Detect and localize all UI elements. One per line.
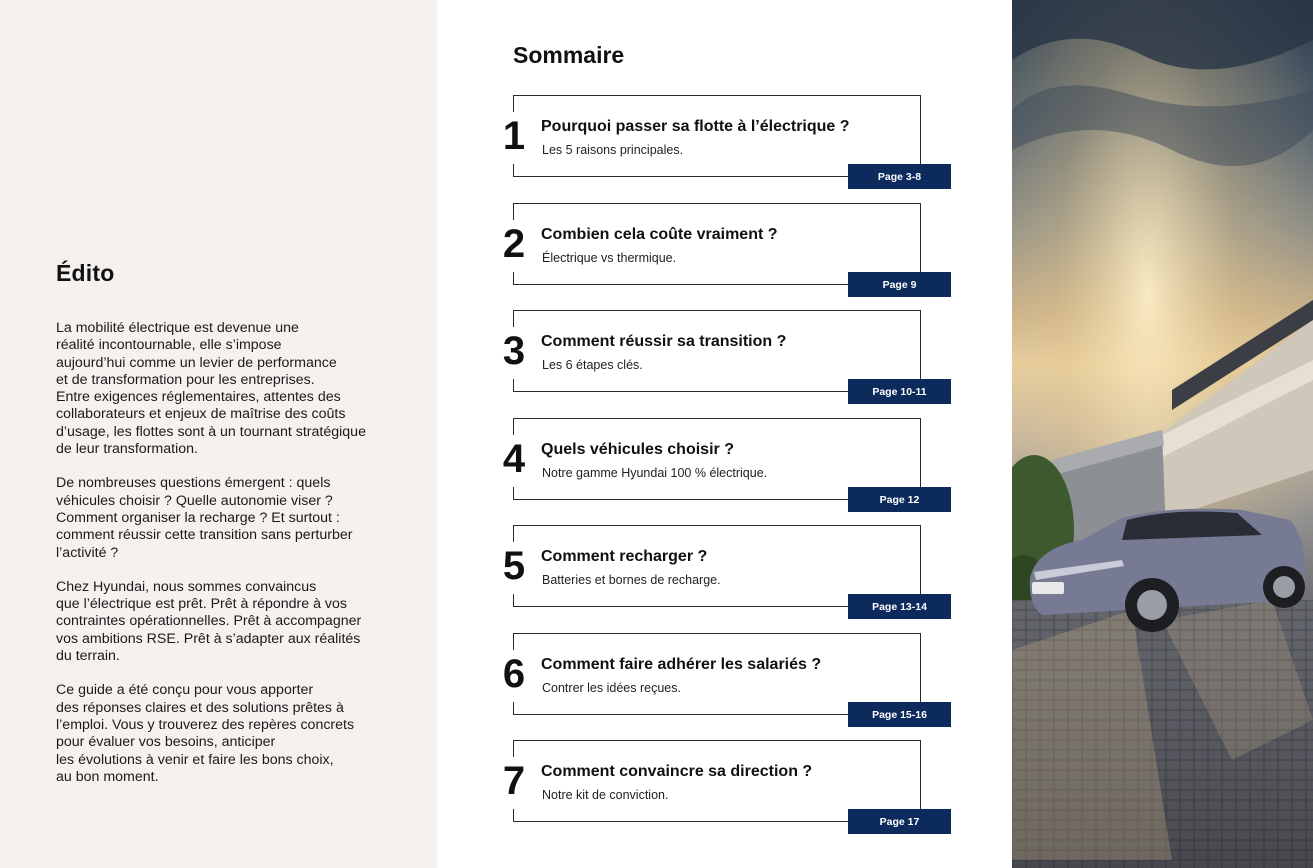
- edito-line: l’emploi. Vous y trouverez des repères concrets: [56, 716, 355, 733]
- entry-title: Combien cela coûte vraiment ?: [541, 226, 778, 243]
- edito-line: des réponses claires et des solutions prêtes à: [56, 699, 344, 716]
- entry-frame-line: [920, 419, 921, 487]
- entry-frame-line: [920, 741, 921, 809]
- entry-title: Quels véhicules choisir ?: [541, 441, 734, 458]
- entry-subtitle: Batteries et bornes de recharge.: [542, 573, 721, 587]
- edito-paragraph-1: [56, 320, 416, 458]
- edito-paragraph-2: [56, 475, 416, 561]
- toc-entry-1[interactable]: [502, 95, 922, 183]
- edito-line: de leur transformation.: [56, 441, 198, 458]
- entry-subtitle: Les 6 étapes clés.: [542, 358, 643, 372]
- edito-paragraph-4: [56, 682, 416, 786]
- page-badge-4[interactable]: Page 12: [848, 487, 951, 512]
- entry-title: Comment réussir sa transition ?: [541, 333, 787, 350]
- entry-title: Comment faire adhérer les salariés ?: [541, 656, 822, 673]
- edito-line: Ce guide a été conçu pour vous apporter: [56, 682, 314, 699]
- sommaire-title: Sommaire: [513, 42, 625, 68]
- entry-frame-line: [920, 96, 921, 164]
- page-badge-7[interactable]: Page 17: [848, 809, 951, 834]
- page-badge-2[interactable]: Page 9: [848, 272, 951, 297]
- page-badge-6[interactable]: Page 15-16: [848, 702, 951, 727]
- entry-title: Pourquoi passer sa flotte à l’électrique ?: [541, 118, 850, 135]
- edito-line: Chez Hyundai, nous sommes convaincus: [56, 578, 317, 595]
- entry-frame-line: [920, 526, 921, 594]
- edito-paragraph-3: [56, 579, 416, 665]
- edito-line: pour évaluer vos besoins, anticiper: [56, 734, 276, 751]
- entry-number: 3: [499, 328, 529, 374]
- toc-entry-5[interactable]: [502, 525, 927, 613]
- entry-frame-line: [920, 311, 921, 379]
- sommaire-panel: [437, 0, 1012, 868]
- edito-line: collaborateurs et enjeux de maîtrise des coûts: [56, 406, 346, 423]
- edito-line: les évolutions à venir et faire les bons choix,: [56, 751, 334, 768]
- edito-line: l’activité ?: [56, 544, 119, 561]
- entry-number: 1: [499, 113, 529, 159]
- toc-entry-7[interactable]: [502, 740, 921, 828]
- car-photo-illustration: [1012, 0, 1313, 868]
- edito-line: La mobilité électrique est devenue une: [56, 320, 299, 336]
- edito-body: [56, 320, 416, 803]
- edito-line: et de transformation pour les entreprises.: [56, 371, 315, 388]
- entry-frame-line: [920, 634, 921, 702]
- entry-title: Comment recharger ?: [541, 548, 708, 565]
- edito-line: véhicules choisir ? Quelle autonomie viser ?: [56, 492, 333, 509]
- entry-number: 2: [499, 221, 529, 267]
- edito-line: du terrain.: [56, 648, 120, 665]
- entry-number: 4: [499, 436, 529, 482]
- entry-subtitle: Notre kit de conviction.: [542, 788, 669, 802]
- entry-subtitle: Notre gamme Hyundai 100 % électrique.: [542, 466, 768, 480]
- edito-line: que l’électrique est prêt. Prêt à répondre à vos: [56, 596, 348, 613]
- edito-line: De nombreuses questions émergent : quels: [56, 475, 331, 492]
- edito-line: Entre exigences réglementaires, attentes des: [56, 389, 341, 406]
- edito-line: vos ambitions RSE. Prêt à s’adapter aux réalités: [56, 630, 361, 647]
- toc-entry-3[interactable]: [502, 310, 927, 398]
- edito-line: contraintes opérationnelles. Prêt à accompagner: [56, 613, 362, 630]
- entry-subtitle: Électrique vs thermique.: [542, 251, 677, 265]
- edito-line: comment réussir cette transition sans perturber: [56, 527, 353, 544]
- page-badge-3[interactable]: Page 10-11: [848, 379, 951, 404]
- toc-entry-2[interactable]: [502, 203, 921, 291]
- entry-frame-line: [920, 204, 921, 272]
- entry-subtitle: Les 5 raisons principales.: [542, 143, 684, 157]
- entry-subtitle: Contrer les idées reçues.: [542, 681, 681, 695]
- edito-line: d’usage, les flottes sont à un tournant stratégique: [56, 423, 366, 440]
- edito-line: au bon moment.: [56, 768, 159, 785]
- edito-line: Comment organiser la recharge ? Et surtout :: [56, 509, 340, 526]
- entry-number: 6: [499, 651, 529, 697]
- toc-entry-6[interactable]: [502, 633, 927, 721]
- edito-line: aujourd’hui comme un levier de performance: [56, 354, 337, 371]
- toc-entry-4[interactable]: [502, 418, 921, 506]
- edito-title: Édito: [56, 260, 115, 286]
- page-badge-5[interactable]: Page 13-14: [848, 594, 951, 619]
- page-badge-1[interactable]: Page 3-8: [848, 164, 951, 189]
- car-photo: [1012, 0, 1313, 868]
- entry-title: Comment convaincre sa direction ?: [541, 763, 813, 780]
- entry-number: 7: [499, 758, 529, 804]
- edito-line: réalité incontournable, elle s’impose: [56, 337, 282, 354]
- entry-number: 5: [499, 543, 529, 589]
- edito-panel: [0, 0, 437, 868]
